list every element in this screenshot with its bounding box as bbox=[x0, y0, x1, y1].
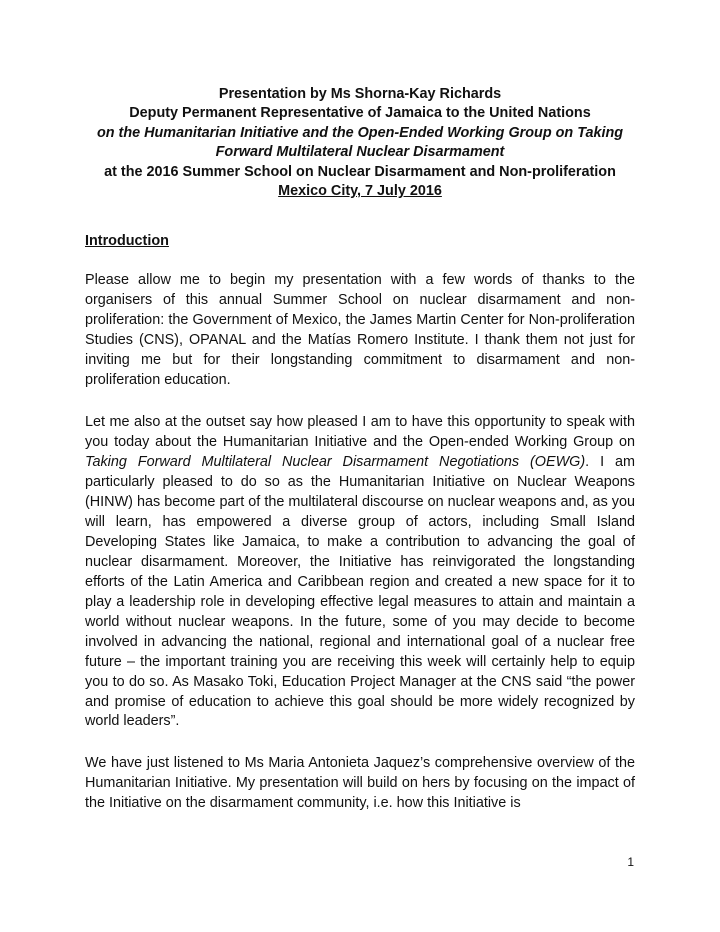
header-speaker-role: Deputy Permanent Representative of Jamaica to the United Nations bbox=[129, 105, 591, 122]
document-header bbox=[85, 85, 635, 201]
header-topic-line1: on the Humanitarian Initiative and the Open-Ended Working Group on Taking bbox=[96, 124, 624, 141]
section-heading-introduction: Introduction bbox=[85, 233, 169, 250]
paragraph-3: We have just listened to Ms Maria Antonieta Jaquez’s comprehensive overview of the Humanitarian Initiative. My presentation will build on hers by focusing on the impact of the Initiative on the disarmament community, i.e. how this Initiative is bbox=[85, 755, 635, 812]
header-location-date: Mexico City, 7 July 2016 bbox=[278, 183, 442, 200]
paragraph-2-italic-title: Taking Forward Multilateral Nuclear Disarmament Negotiations (OEWG) bbox=[85, 454, 586, 471]
header-event: at the 2016 Summer School on Nuclear Disarmament and Non-proliferation bbox=[104, 163, 616, 180]
paragraph-2 bbox=[85, 413, 635, 732]
paragraph-2-text-b: . I am particularly pleased to do so as the Humanitarian Initiative on Nuclear Weapons (HINW) has become part of the multilateral discourse on nuclear weapons and, as you will learn, has empowered a diverse group of actors, including Small Island Developing States like Jamaica, to make a contribution to advancing the goal of nuclear disarmament. Moreover, the Initiative has reinvigorated the longstanding efforts of the Latin America and Caribbean region and created a new space for it to play a leadership role in developing effective legal measures to attain and maintain a world without nuclear weapons. In the future, some of you may decide to become involved in advancing the national, regional and international goal of a nuclear free future – the important training you are receiving this week will certainly help to equip you to do so. As Masako Toki, Education Project Manager at the CNS said “the power and promise of education to achieve this goal should be more widely recognized by world leaders”. bbox=[85, 454, 635, 730]
page-number: 1 bbox=[627, 855, 634, 869]
header-topic-line2: Forward Multilateral Nuclear Disarmament bbox=[215, 144, 505, 161]
paragraph-2-text-a: Let me also at the outset say how pleased I am to have this opportunity to speak with you today about the Humanitarian Initiative and the Open-ended Working Group on bbox=[85, 414, 635, 451]
header-title: Presentation by Ms Shorna-Kay Richards bbox=[218, 86, 502, 102]
paragraph-1: Please allow me to begin my presentation with a few words of thanks to the organisers of this annual Summer School on nuclear disarmament and non-proliferation: the Government of Mexico, the James Martin Center for Non-proliferation Studies (CNS), OPANAL and the Matías Romero Institute. I thank them not just for inviting me but for their longstanding commitment to disarmament and non-proliferation education. bbox=[85, 272, 635, 389]
